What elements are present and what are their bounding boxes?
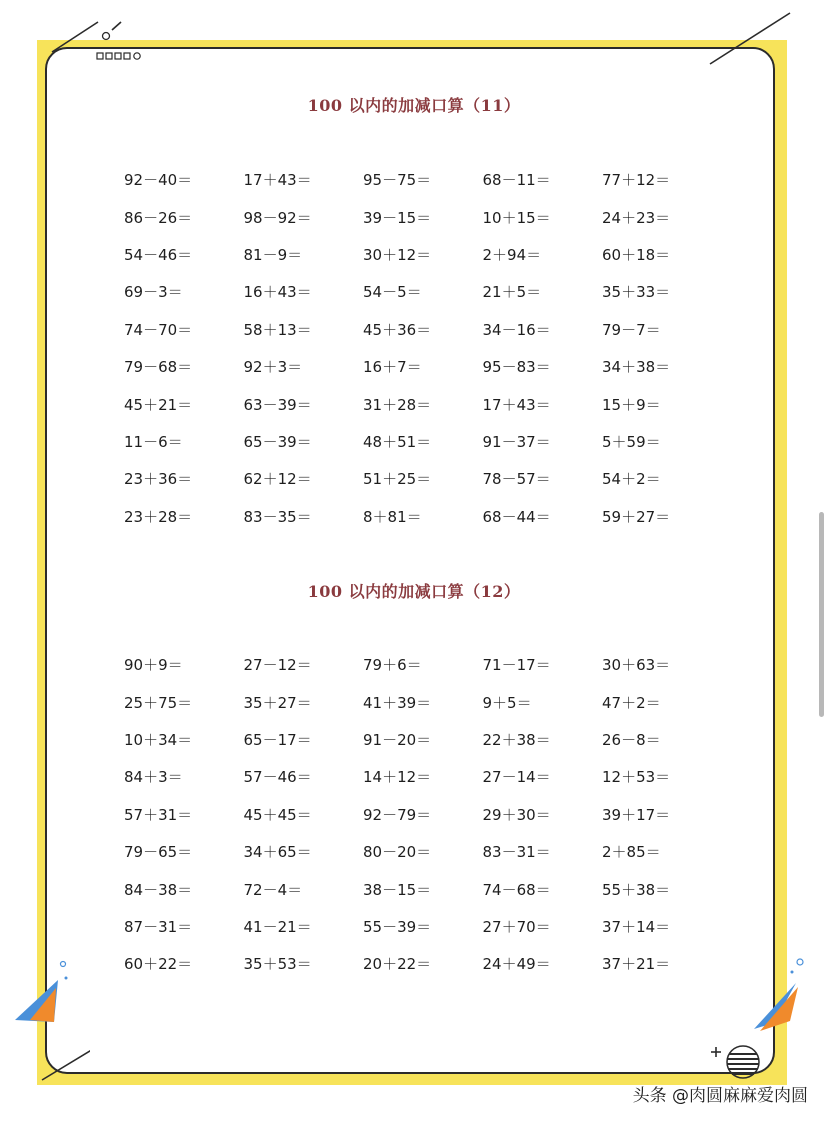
problem-cell: 39＋17＝ bbox=[602, 805, 671, 824]
problem-row bbox=[124, 870, 724, 907]
section-title-11: 100 以内的加减口算（11） bbox=[307, 96, 521, 115]
problem-cell: 31＋28＝ bbox=[363, 395, 432, 414]
problem-cell: 25＋75＝ bbox=[124, 693, 193, 712]
problem-cell: 16＋43＝ bbox=[243, 283, 312, 302]
problem-cell: 90＋9＝ bbox=[124, 656, 183, 675]
problem-cell: 22＋38＝ bbox=[482, 730, 551, 749]
problem-cell: 57＋31＝ bbox=[124, 805, 193, 824]
problem-cell: 77＋12＝ bbox=[602, 171, 671, 190]
problem-cell: 91－37＝ bbox=[482, 432, 551, 451]
problem-cell: 39－15＝ bbox=[363, 208, 432, 227]
problem-row bbox=[124, 161, 724, 198]
problem-row bbox=[124, 833, 724, 870]
problem-cell: 34＋38＝ bbox=[602, 358, 671, 377]
problem-cell: 29＋30＝ bbox=[482, 805, 551, 824]
problem-cell: 20＋22＝ bbox=[363, 955, 432, 974]
problem-cell: 92＋3＝ bbox=[243, 358, 303, 377]
problem-cell: 14＋12＝ bbox=[363, 768, 432, 787]
problem-cell: 68－44＝ bbox=[482, 507, 551, 526]
problem-cell: 79＋6＝ bbox=[363, 656, 422, 675]
problem-cell: 30＋63＝ bbox=[602, 656, 671, 675]
problem-cell: 95－83＝ bbox=[482, 358, 551, 377]
problem-cell: 84－38＝ bbox=[124, 880, 193, 899]
problem-grid-12 bbox=[124, 646, 724, 983]
problem-row bbox=[124, 385, 724, 422]
problem-cell: 68－11＝ bbox=[482, 171, 551, 190]
problem-cell: 2＋94＝ bbox=[482, 245, 542, 264]
problem-row bbox=[124, 908, 724, 945]
problem-cell: 45＋36＝ bbox=[363, 320, 432, 339]
problem-cell: 23＋28＝ bbox=[124, 507, 193, 526]
problem-cell: 8＋81＝ bbox=[363, 507, 422, 526]
problem-cell: 74－70＝ bbox=[124, 320, 193, 339]
problem-cell: 65－17＝ bbox=[243, 730, 312, 749]
problem-cell: 5＋59＝ bbox=[602, 432, 661, 451]
problem-cell: 92－40＝ bbox=[124, 171, 193, 190]
decoration-top-left bbox=[0, 0, 180, 80]
problem-cell: 62＋12＝ bbox=[243, 470, 312, 489]
problem-cell: 60＋18＝ bbox=[602, 245, 671, 264]
problem-cell: 35＋53＝ bbox=[243, 955, 312, 974]
problem-cell: 86－26＝ bbox=[124, 208, 193, 227]
problem-cell: 83－31＝ bbox=[482, 843, 551, 862]
problem-cell: 35＋33＝ bbox=[602, 283, 671, 302]
problem-row bbox=[124, 945, 724, 982]
problem-cell: 45＋21＝ bbox=[124, 395, 193, 414]
problem-cell: 92－79＝ bbox=[363, 805, 432, 824]
problem-cell: 98－92＝ bbox=[243, 208, 312, 227]
problem-cell: 54－5＝ bbox=[363, 283, 422, 302]
problem-cell: 26－8＝ bbox=[602, 730, 661, 749]
problem-cell: 63－39＝ bbox=[243, 395, 312, 414]
problem-cell: 95－75＝ bbox=[363, 171, 432, 190]
problem-cell: 51＋25＝ bbox=[363, 470, 432, 489]
problem-cell: 79－65＝ bbox=[124, 843, 193, 862]
problem-cell: 71－17＝ bbox=[482, 656, 551, 675]
problem-cell: 34＋65＝ bbox=[243, 843, 312, 862]
problem-cell: 58＋13＝ bbox=[243, 320, 312, 339]
problem-cell: 16＋7＝ bbox=[363, 358, 422, 377]
problem-cell: 17＋43＝ bbox=[482, 395, 551, 414]
problem-cell: 74－68＝ bbox=[482, 880, 551, 899]
problem-cell: 12＋53＝ bbox=[602, 768, 671, 787]
problem-cell: 69－3＝ bbox=[124, 283, 183, 302]
problem-cell: 47＋2＝ bbox=[602, 693, 661, 712]
problem-cell: 24＋49＝ bbox=[482, 955, 551, 974]
problem-cell: 45＋45＝ bbox=[243, 805, 312, 824]
striped-circle-icon bbox=[705, 1040, 765, 1085]
problem-cell: 60＋22＝ bbox=[124, 955, 193, 974]
problem-cell: 30＋12＝ bbox=[363, 245, 432, 264]
problem-cell: 23＋36＝ bbox=[124, 470, 193, 489]
problem-cell: 87－31＝ bbox=[124, 917, 193, 936]
problem-row bbox=[124, 721, 724, 758]
problem-cell: 54＋2＝ bbox=[602, 470, 661, 489]
problem-cell: 84＋3＝ bbox=[124, 768, 183, 787]
problem-cell: 2＋85＝ bbox=[602, 843, 661, 862]
decoration-top-right bbox=[700, 0, 828, 80]
problem-cell: 55－39＝ bbox=[363, 917, 432, 936]
problem-cell: 91－20＝ bbox=[363, 730, 432, 749]
problem-cell: 38－15＝ bbox=[363, 880, 432, 899]
problem-cell: 79－7＝ bbox=[602, 320, 661, 339]
problem-cell: 10＋34＝ bbox=[124, 730, 193, 749]
problem-row bbox=[124, 423, 724, 460]
problem-cell: 79－68＝ bbox=[124, 358, 193, 377]
problem-cell: 11－6＝ bbox=[124, 432, 183, 451]
problem-cell: 57－46＝ bbox=[243, 768, 312, 787]
problem-cell: 48＋51＝ bbox=[363, 432, 432, 451]
problem-cell: 34－16＝ bbox=[482, 320, 551, 339]
problem-cell: 78－57＝ bbox=[482, 470, 551, 489]
problem-cell: 35＋27＝ bbox=[243, 693, 312, 712]
problem-row bbox=[124, 273, 724, 310]
watermark: 头条 @肉圆麻麻爱肉圆 bbox=[632, 1086, 808, 1106]
problem-cell: 24＋23＝ bbox=[602, 208, 671, 227]
problem-row bbox=[124, 498, 724, 535]
problem-cell: 17＋43＝ bbox=[243, 171, 312, 190]
problem-cell: 41＋39＝ bbox=[363, 693, 432, 712]
problem-row bbox=[124, 236, 724, 273]
problem-cell: 15＋9＝ bbox=[602, 395, 661, 414]
problem-cell: 21＋5＝ bbox=[482, 283, 542, 302]
problem-row bbox=[124, 460, 724, 497]
problem-cell: 27－14＝ bbox=[482, 768, 551, 787]
problem-cell: 72－4＝ bbox=[243, 880, 303, 899]
problem-cell: 65－39＝ bbox=[243, 432, 312, 451]
problem-cell: 27＋70＝ bbox=[482, 917, 551, 936]
problem-row bbox=[124, 198, 724, 235]
problem-cell: 55＋38＝ bbox=[602, 880, 671, 899]
problem-row bbox=[124, 311, 724, 348]
problem-grid-11 bbox=[124, 161, 724, 535]
problem-cell: 83－35＝ bbox=[243, 507, 312, 526]
problem-cell: 9＋5＝ bbox=[482, 693, 532, 712]
problem-cell: 59＋27＝ bbox=[602, 507, 671, 526]
problem-cell: 37＋21＝ bbox=[602, 955, 671, 974]
problem-row bbox=[124, 758, 724, 795]
problem-row bbox=[124, 348, 724, 385]
problem-cell: 54－46＝ bbox=[124, 245, 193, 264]
paper-plane-left-icon bbox=[0, 950, 90, 1090]
problem-row bbox=[124, 683, 724, 720]
problem-cell: 37＋14＝ bbox=[602, 917, 671, 936]
scrollbar-thumb[interactable] bbox=[819, 512, 824, 717]
problem-cell: 81－9＝ bbox=[243, 245, 303, 264]
section-title-12: 100 以内的加减口算（12） bbox=[307, 582, 521, 601]
problem-cell: 27－12＝ bbox=[243, 656, 312, 675]
problem-cell: 41－21＝ bbox=[243, 917, 312, 936]
problem-row bbox=[124, 646, 724, 683]
problem-row bbox=[124, 796, 724, 833]
problem-cell: 80－20＝ bbox=[363, 843, 432, 862]
problem-cell: 10＋15＝ bbox=[482, 208, 551, 227]
